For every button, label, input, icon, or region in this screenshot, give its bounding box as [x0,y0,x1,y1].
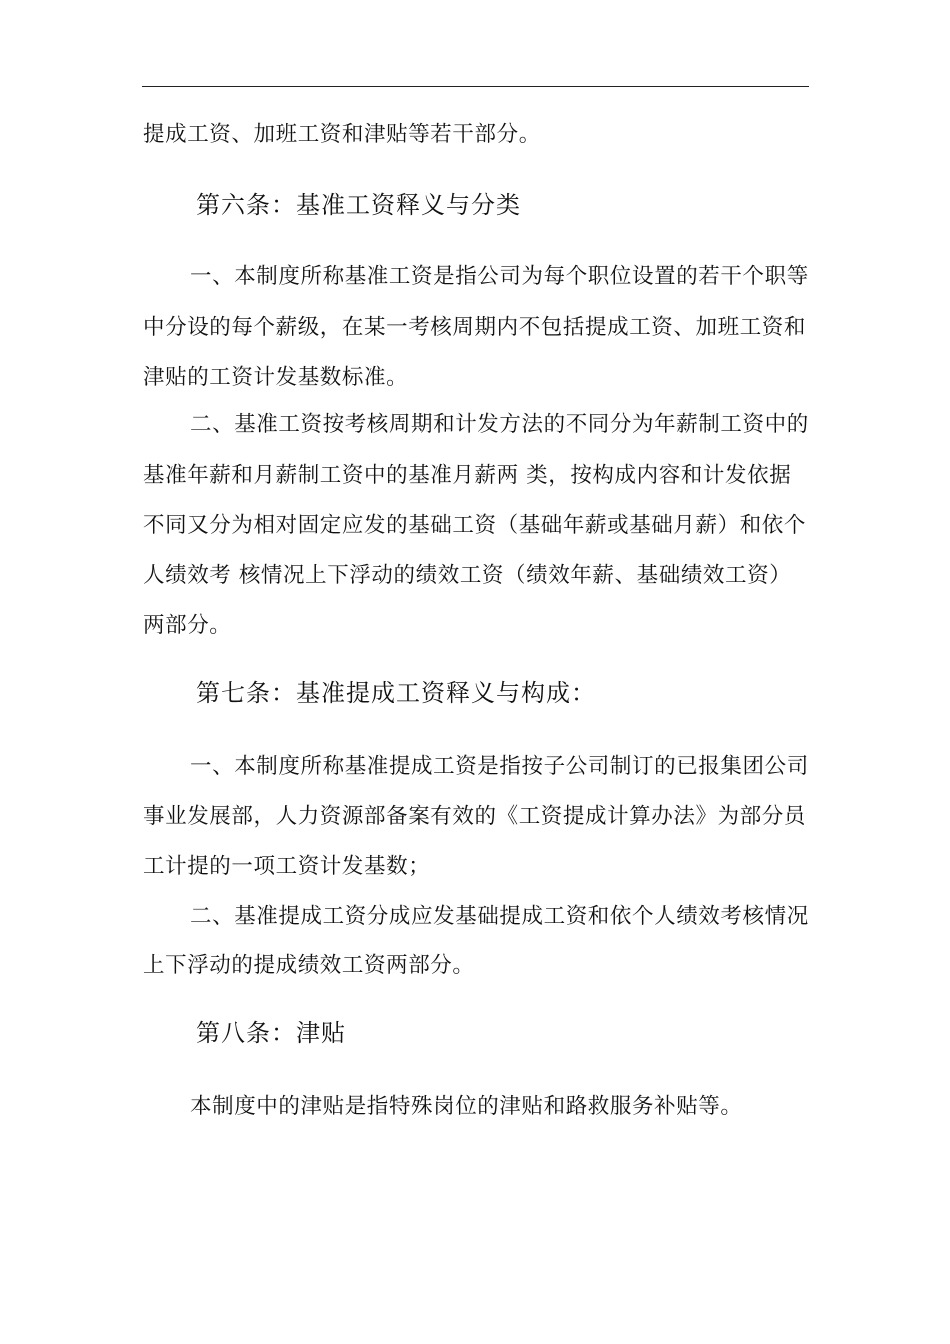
article-6-heading: 第六条：基准工资释义与分类 [196,191,521,219]
article-6-para-1-line-2: 中分设的每个薪级，在某一考核周期内不包括提成工资、加班工资和 [143,315,807,340]
article-6-para-1-line-3: 津贴的工资计发基数标准。 [143,365,409,390]
header-rule [142,86,809,87]
article-7-para-2-line-1: 二、基准提成工资分成应发基础提成工资和依个人绩效考核情况 [190,904,809,929]
article-7-heading: 第七条：基准提成工资释义与构成： [196,679,596,707]
article-7-para-1-line-1: 一、本制度所称基准提成工资是指按子公司制订的已报集团公司 [190,754,809,779]
article-6-para-2-line-2: 基准年薪和月薪制工资中的基准月薪两 类，按构成内容和计发依据 [143,463,792,488]
article-7-para-1-line-2: 事业发展部，人力资源部备案有效的《工资提成计算办法》为部分员 [143,804,807,829]
article-6-para-2-line-1: 二、基准工资按考核周期和计发方法的不同分为年薪制工资中的 [190,412,809,437]
intro-line: 提成工资、加班工资和津贴等若干部分。 [143,122,541,147]
article-7-para-2-line-2: 上下浮动的提成绩效工资两部分。 [143,953,475,978]
article-8-para-1-line-1: 本制度中的津贴是指特殊岗位的津贴和路救服务补贴等。 [190,1094,743,1119]
article-6-para-2-line-5: 两部分。 [143,613,232,638]
article-7-para-1-line-3: 工计提的一项工资计发基数； [143,854,431,879]
article-6-para-2-line-3: 不同又分为相对固定应发的基础工资（基础年薪或基础月薪）和依个 [143,513,807,538]
article-6-para-1-line-1: 一、本制度所称基准工资是指公司为每个职位设置的若干个职等 [190,264,809,289]
article-8-heading: 第八条：津贴 [196,1019,346,1047]
article-6-para-2-line-4: 人绩效考 核情况上下浮动的绩效工资（绩效年薪、基础绩效工资） [143,563,792,588]
